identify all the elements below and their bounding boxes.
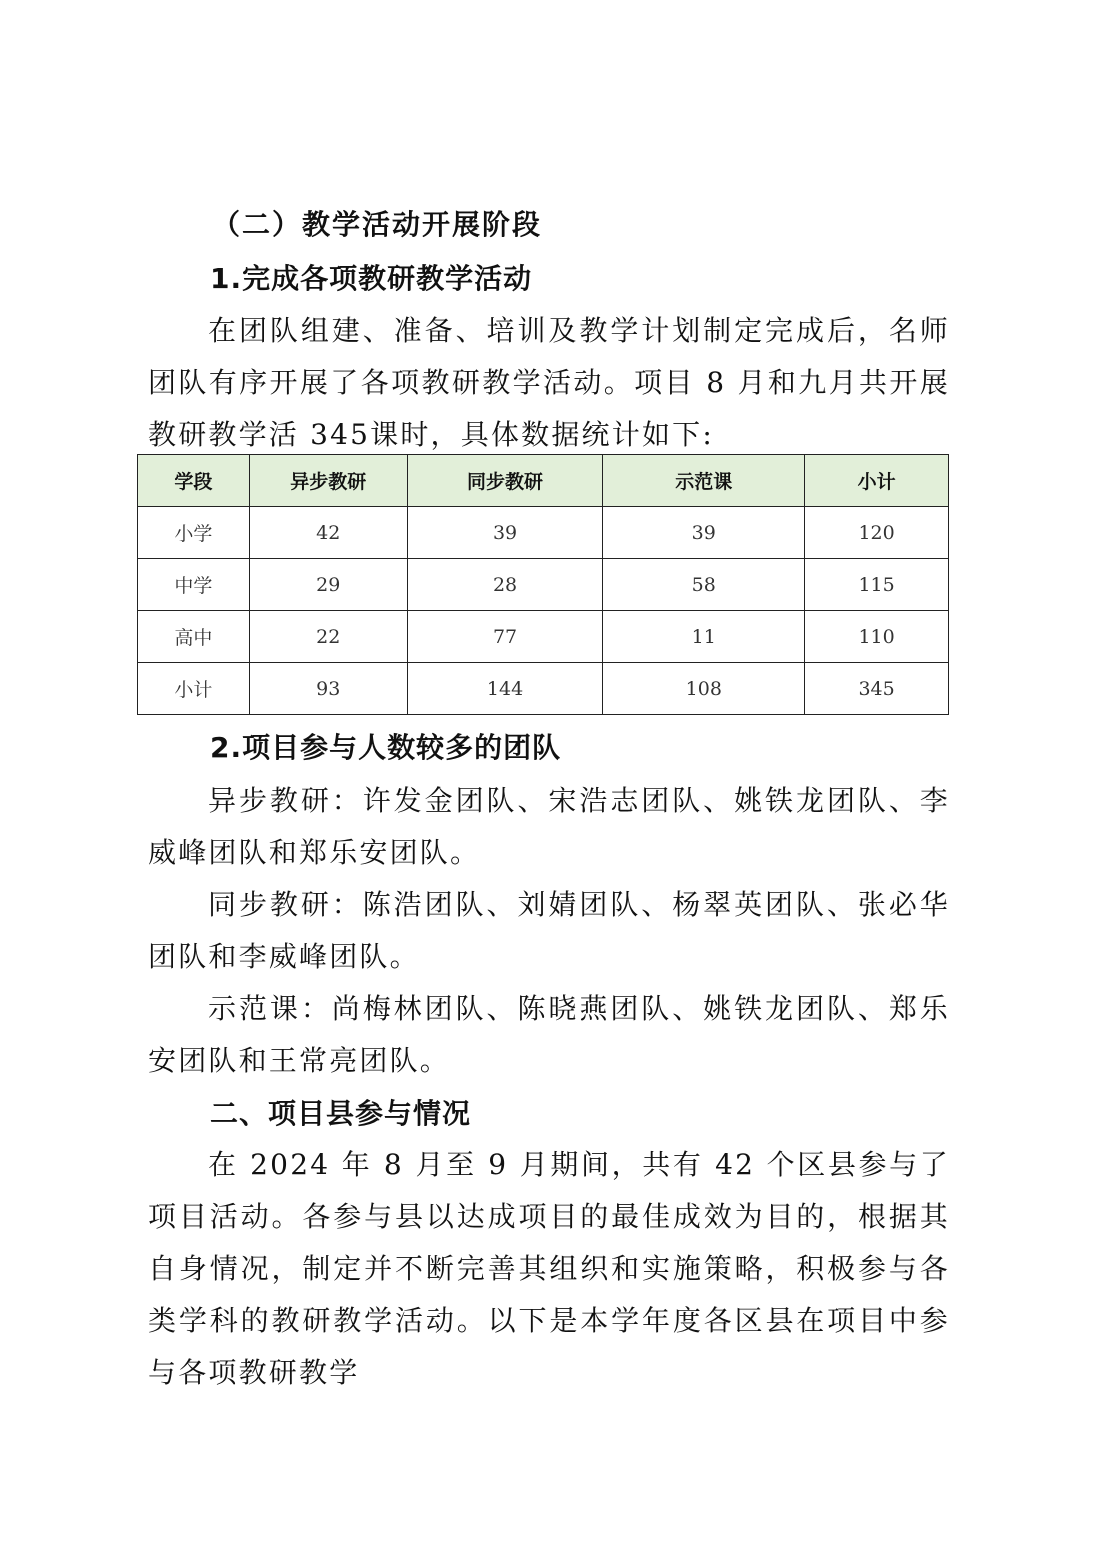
- table-cell: 39: [603, 507, 805, 559]
- section2-heading: 二、项目县参与情况: [210, 1097, 472, 1130]
- table-header: 示范课: [603, 455, 805, 507]
- table-header-row: [138, 455, 949, 507]
- table-header: 异步教研: [249, 455, 407, 507]
- table-cell: 29: [249, 559, 407, 611]
- async-teams-paragraph: 异步教研：许发金团队、宋浩志团队、姚铁龙团队、李威峰团队和郑乐安团队。: [148, 784, 950, 869]
- table-row: [138, 559, 949, 611]
- section-heading: （二）教学活动开展阶段: [212, 208, 543, 241]
- table-cell: 42: [249, 507, 407, 559]
- table-cell: 中学: [138, 559, 250, 611]
- table-cell: 77: [407, 611, 603, 663]
- table-cell: 93: [249, 663, 407, 715]
- sub1-paragraph: 在团队组建、准备、培训及教学计划制定完成后，名师团队有序开展了各项教研教学活动。项目 8 月和九月共开展教研教学活 345课时，具体数据统计如下:: [148, 314, 950, 451]
- table-cell: 高中: [138, 611, 250, 663]
- table-header: 同步教研: [407, 455, 603, 507]
- table-cell: 144: [407, 663, 603, 715]
- table-row: [138, 507, 949, 559]
- sub2-heading: 2.项目参与人数较多的团队: [210, 731, 562, 764]
- sub1-heading: 1.完成各项教研教学活动: [210, 262, 533, 295]
- table-cell: 110: [805, 611, 949, 663]
- table-cell: 120: [805, 507, 949, 559]
- table-cell: 58: [603, 559, 805, 611]
- table-cell: 345: [805, 663, 949, 715]
- table-cell: 28: [407, 559, 603, 611]
- stats-table: [137, 454, 949, 715]
- table-cell: 22: [249, 611, 407, 663]
- table-header: 小计: [805, 455, 949, 507]
- table-cell: 39: [407, 507, 603, 559]
- section2-paragraph: 在 2024 年 8 月至 9 月期间，共有 42 个区县参与了项目活动。各参与县以达成项目的最佳成效为目的，根据其自身情况，制定并不断完善其组织和实施策略，积极参与各类学科的教研教学活动。以下是本学年度各区县在项目中参与各项教研教学: [148, 1148, 950, 1389]
- table-cell: 11: [603, 611, 805, 663]
- table-cell: 小学: [138, 507, 250, 559]
- table-header: 学段: [138, 455, 250, 507]
- table-cell: 115: [805, 559, 949, 611]
- table-row: [138, 611, 949, 663]
- table-row: [138, 663, 949, 715]
- demo-teams-paragraph: 示范课：尚梅林团队、陈晓燕团队、姚铁龙团队、郑乐安团队和王常亮团队。: [148, 992, 950, 1077]
- sync-teams-paragraph: 同步教研：陈浩团队、刘婧团队、杨翠英团队、张必华团队和李威峰团队。: [148, 888, 950, 973]
- table-cell: 小计: [138, 663, 250, 715]
- table-cell: 108: [603, 663, 805, 715]
